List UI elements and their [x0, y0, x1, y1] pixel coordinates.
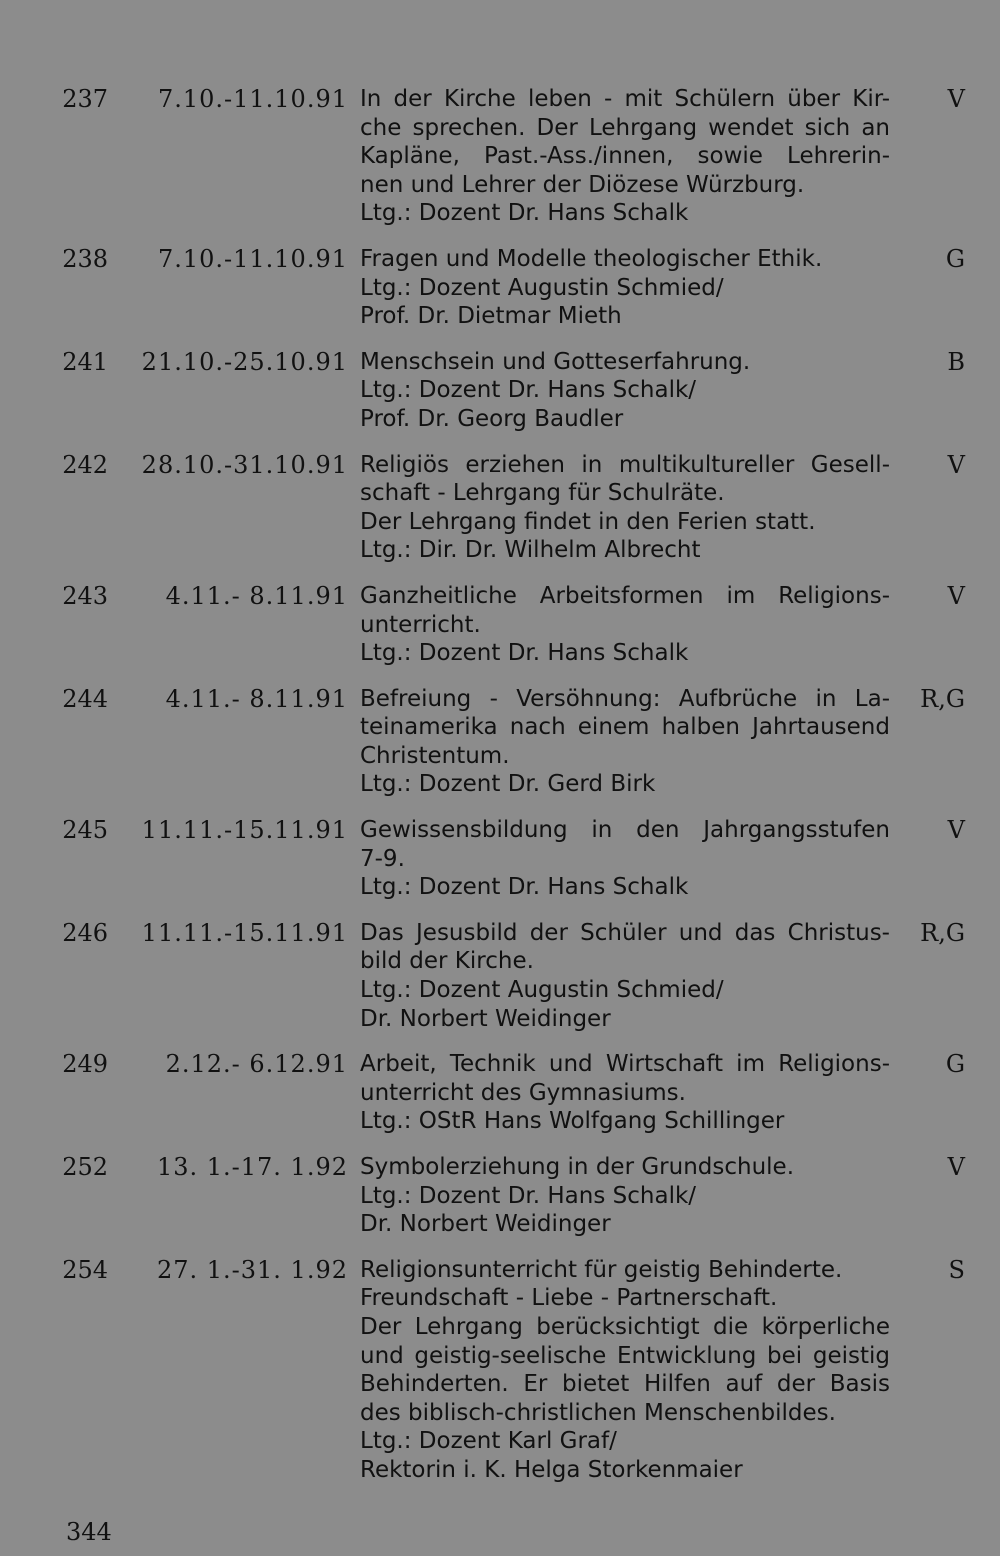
description-line: Rektorin i. K. Helga Storkenmaier	[360, 1456, 743, 1483]
target-group-code: S	[948, 1255, 965, 1284]
description-line: Symbolerziehung in der Grundschule.	[360, 1154, 795, 1180]
course-number: 252	[62, 1153, 108, 1181]
description-line: Ltg.: OStR Hans Wolfgang Schillinger	[360, 1108, 785, 1135]
course-dates: 27. 1.-31. 1.92	[156, 1255, 348, 1284]
course-number: 242	[62, 450, 108, 479]
course-number: 244	[62, 684, 108, 713]
course-number: 237	[62, 85, 108, 113]
course-number: 246	[62, 918, 108, 947]
description-line: Arbeit, Technik und Wirtschaft im Religions-	[360, 1051, 890, 1078]
course-dates: 4.11.- 8.11.91	[165, 581, 348, 610]
course-entry	[0, 582, 1000, 668]
description-line: teinamerika nach einem halben Jahrtausend	[360, 714, 890, 741]
course-description	[360, 451, 890, 565]
description-line: In der Kirche leben - mit Schülern über Kir-	[360, 86, 890, 112]
course-description	[360, 1153, 890, 1239]
course-description	[360, 816, 890, 902]
description-line: Dr. Norbert Weidinger	[360, 1005, 611, 1032]
description-line: Das Jesusbild der Schüler und das Christus-	[360, 919, 890, 946]
course-description	[360, 1050, 890, 1136]
description-line: und geistig-seelische Entwicklung bei geistig	[360, 1342, 890, 1369]
course-dates: 21.10.-25.10.91	[141, 347, 348, 376]
description-line: Gewissensbildung in den Jahrgangsstufen	[360, 817, 890, 844]
description-line: nen und Lehrer der Diözese Würzburg.	[360, 171, 805, 198]
target-group-code: V	[947, 816, 965, 845]
description-line: bild der Kirche.	[360, 948, 534, 975]
course-number: 243	[62, 581, 108, 610]
description-line: Der Lehrgang findet in den Ferien statt.	[360, 508, 816, 535]
course-description	[360, 582, 890, 668]
course-dates: 28.10.-31.10.91	[141, 450, 348, 479]
description-line: Der Lehrgang berücksichtigt die körperliche	[360, 1313, 890, 1340]
description-line: Ltg.: Dozent Dr. Gerd Birk	[360, 771, 656, 798]
page-number: 344	[66, 1518, 112, 1546]
course-entry	[0, 1256, 1000, 1485]
description-line: unterricht.	[360, 611, 481, 638]
description-line: Ltg.: Dozent Dr. Hans Schalk	[360, 640, 689, 667]
description-line: Fragen und Modelle theologischer Ethik.	[360, 245, 823, 272]
description-line: Menschsein und Gotteserfahrung.	[360, 348, 751, 375]
target-group-code: V	[947, 1153, 965, 1181]
description-line: Ganzheitliche Arbeitsformen im Religions-	[360, 582, 890, 609]
description-line: Ltg.: Dozent Dr. Hans Schalk/	[360, 1182, 697, 1209]
course-dates: 11.11.-15.11.91	[141, 918, 348, 947]
description-line: schaft - Lehrgang für Schulräte.	[360, 480, 725, 507]
course-dates: 11.11.-15.11.91	[141, 816, 348, 845]
course-entry	[0, 816, 1000, 902]
course-description	[360, 85, 890, 228]
description-line: Ltg.: Dir. Dr. Wilhelm Albrecht	[360, 537, 701, 564]
description-line: Behinderten. Er bietet Hilfen auf der Basis	[360, 1371, 890, 1398]
description-line: Ltg.: Dozent Augustin Schmied/	[360, 977, 724, 1004]
description-line: Religionsunterricht für geistig Behinderte.	[360, 1256, 843, 1283]
description-line: Dr. Norbert Weidinger	[360, 1211, 611, 1238]
course-entry	[0, 245, 1000, 331]
description-line: Ltg.: Dozent Karl Graf/	[360, 1428, 617, 1455]
description-line: des biblisch-christlichen Menschenbildes.	[360, 1399, 836, 1426]
course-dates: 7.10.-11.10.91	[157, 85, 348, 113]
course-description	[360, 348, 890, 434]
course-dates: 13. 1.-17. 1.92	[156, 1153, 348, 1181]
course-list	[0, 85, 1000, 1502]
course-description	[360, 245, 890, 331]
course-number: 241	[62, 347, 108, 376]
description-line: Ltg.: Dozent Dr. Hans Schalk/	[360, 377, 697, 404]
description-line: Freundschaft - Liebe - Partnerschaft.	[360, 1285, 778, 1312]
target-group-code: R,G	[920, 918, 965, 947]
description-line: Ltg.: Dozent Dr. Hans Schalk	[360, 200, 689, 227]
description-line: Kapläne, Past.-Ass./innen, sowie Lehrerin-	[360, 143, 890, 170]
course-entry	[0, 1153, 1000, 1239]
course-entry	[0, 451, 1000, 565]
description-line: Ltg.: Dozent Augustin Schmied/	[360, 274, 724, 301]
course-number: 238	[62, 244, 108, 273]
description-line: Ltg.: Dozent Dr. Hans Schalk	[360, 874, 689, 901]
course-entry	[0, 919, 1000, 1033]
target-group-code: G	[945, 244, 965, 273]
description-line: 7-9.	[360, 845, 405, 872]
description-line: Christentum.	[360, 742, 510, 769]
course-dates: 2.12.- 6.12.91	[165, 1050, 348, 1079]
target-group-code: V	[947, 581, 965, 610]
course-dates: 4.11.- 8.11.91	[165, 684, 348, 713]
description-line: Prof. Dr. Georg Baudler	[360, 405, 624, 432]
description-line: unterricht des Gymnasiums.	[360, 1079, 686, 1106]
course-entry	[0, 1050, 1000, 1136]
description-line: Prof. Dr. Dietmar Mieth	[360, 303, 622, 330]
course-dates: 7.10.-11.10.91	[157, 244, 348, 273]
course-entry	[0, 85, 1000, 228]
target-group-code: R,G	[920, 684, 965, 713]
course-number: 254	[62, 1255, 108, 1284]
course-entry	[0, 685, 1000, 799]
target-group-code: V	[947, 450, 965, 479]
course-entry	[0, 348, 1000, 434]
description-line: Befreiung - Versöhnung: Aufbrüche in La-	[360, 685, 890, 712]
course-description	[360, 685, 890, 799]
target-group-code: G	[945, 1050, 965, 1079]
description-line: che sprechen. Der Lehrgang wendet sich an	[360, 114, 890, 141]
course-number: 249	[62, 1050, 108, 1079]
course-number: 245	[62, 816, 108, 845]
course-description	[360, 1256, 890, 1485]
course-description	[360, 919, 890, 1033]
description-line: Religiös erziehen in multikultureller Gesell-	[360, 451, 890, 478]
target-group-code: V	[947, 85, 965, 113]
target-group-code: B	[947, 347, 965, 376]
